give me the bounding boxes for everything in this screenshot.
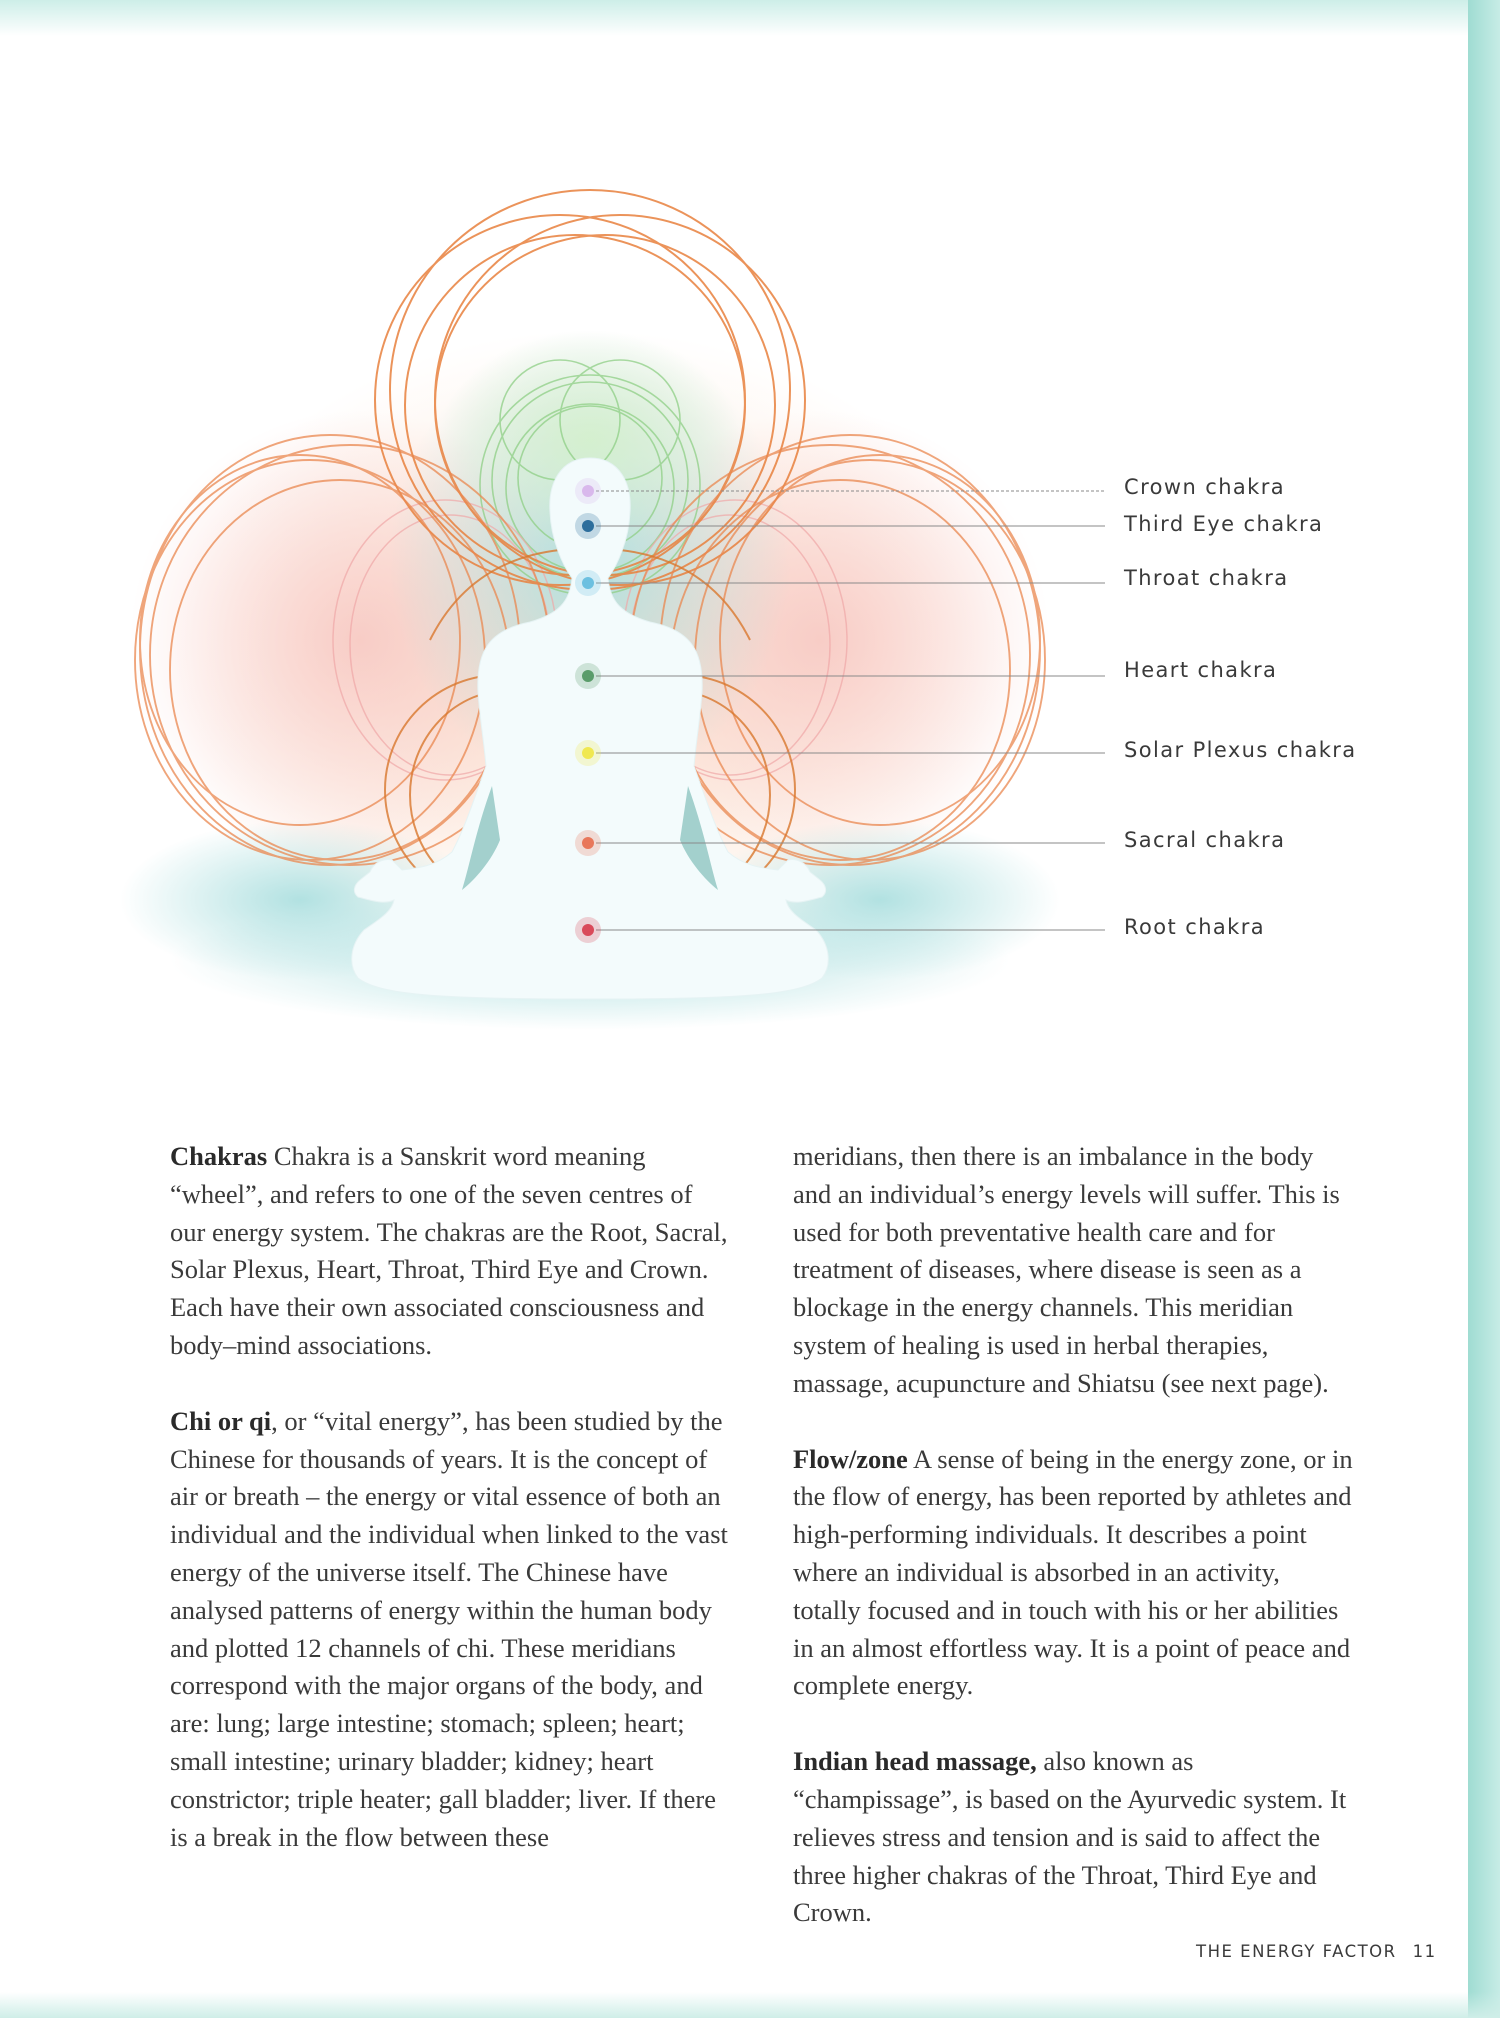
paragraph-flow — [793, 1441, 1353, 1706]
chi-text: , or “vital energy”, has been studied by the Chinese for thousands of years. It is the concept of air or breath – the energy or vital essence of both an individual and the individual when linked to the vast energy of the universe itself. The Chinese have analysed patterns of energy within the human body and plotted 12 channels of chi. These meridians correspond with the major organs of the body, and are: lung; large intestine; stomach; spleen; heart; small intestine; urinary bladder; kidney; heart constrictor; triple heater; gall bladder; liver. If there is a break in the flow between these — [170, 1405, 728, 1852]
flow-text: A sense of being in the energy zone, or in the flow of energy, has been reported by athletes and high-performing individuals. It describes a point where an individual is absorbed in an activity, totally focused and in touch with his or her abilities in an almost effortless way. It is a point of peace and complete energy. — [793, 1443, 1353, 1701]
chakra-dot-throat — [582, 577, 594, 589]
chakra-dot-crown — [582, 485, 594, 497]
chakra-dot-root — [582, 924, 594, 936]
chakra-label-solar-plexus: Solar Plexus chakra — [1124, 738, 1357, 762]
chakra-label-third-eye: Third Eye chakra — [1124, 512, 1324, 536]
term-indian-head-massage: Indian head massage, — [793, 1746, 1037, 1777]
paragraph-chakras — [170, 1138, 730, 1365]
chakra-label-sacral: Sacral chakra — [1124, 828, 1286, 852]
chakra-dot-heart — [582, 670, 594, 682]
chakra-dot-third-eye — [582, 520, 594, 532]
page-footer — [1196, 1942, 1437, 1961]
term-flow: Flow/zone — [793, 1443, 908, 1474]
paragraph-chi-continued: meridians, then there is an imbalance in the body and an individual’s energy levels will suffer. This is used for both preventative health care and for treatment of diseases, where disease is seen as a blockage in the energy channels. This meridian system of healing is used in herbal therapies, massage, acupuncture and Shiatsu (see next page). — [793, 1141, 1340, 1398]
chakra-label-root: Root chakra — [1124, 915, 1266, 939]
chakra-label-heart: Heart chakra — [1124, 658, 1278, 682]
bottom-edge-tint — [0, 1992, 1500, 2018]
chakras-text: Chakra is a Sanskrit word meaning “wheel”, and refers to one of the seven centres of our energy system. The chakras are the Root, Sacral, Solar Plexus, Heart, Throat, Third Eye and Crown. Each have their own associated consciousness and body–mind associations. — [170, 1141, 728, 1360]
chakra-dot-sacral — [582, 837, 594, 849]
text-column-left — [170, 1138, 730, 1894]
term-chakras: Chakras — [170, 1141, 268, 1171]
chakra-label-throat: Throat chakra — [1124, 566, 1289, 590]
paragraph-indian-head-massage — [793, 1743, 1353, 1932]
page-number: 11 — [1412, 1942, 1437, 1961]
footer-section-title: THE ENERGY FACTOR — [1196, 1942, 1397, 1961]
indian-text: also known as “champissage”, is based on the Ayurvedic system. It relieves stress and tension and is said to affect the three higher chakras of the Throat, Third Eye and Crown. — [793, 1746, 1347, 1928]
chakra-label-crown: Crown chakra — [1124, 475, 1286, 499]
term-chi: Chi or qi — [170, 1405, 272, 1436]
text-column-right — [793, 1138, 1353, 1970]
paragraph-chi — [170, 1403, 730, 1857]
chakra-dot-solar-plexus — [582, 747, 594, 759]
